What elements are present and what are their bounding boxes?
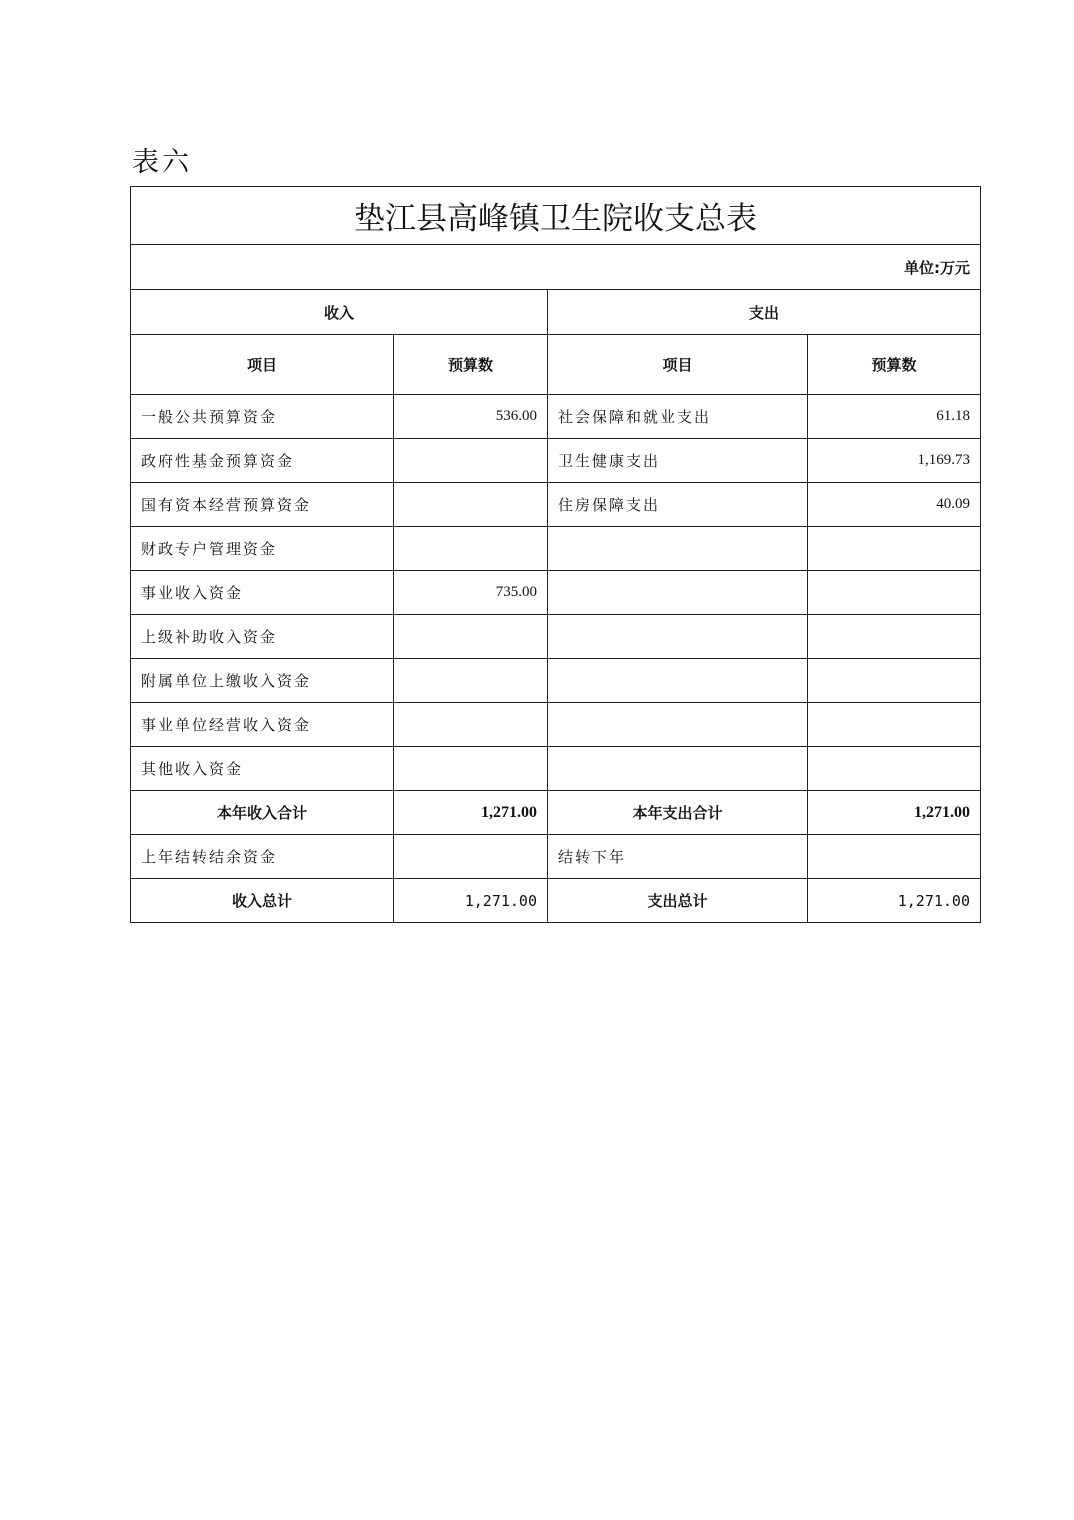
title-row [131, 187, 981, 245]
expense-value-cell [808, 615, 981, 659]
income-value-cell [394, 703, 548, 747]
expense-section-header: 支出 [548, 290, 981, 335]
subtotal-row [131, 791, 981, 835]
expense-item-cell [548, 571, 808, 615]
income-value-cell [394, 527, 548, 571]
income-value-cell [394, 615, 548, 659]
expense-value-cell: 61.18 [808, 395, 981, 439]
document-label: 表六 [132, 147, 192, 178]
expense-budget-header: 预算数 [808, 335, 981, 395]
income-carryover-value [394, 835, 548, 879]
expense-total-label: 支出总计 [548, 879, 808, 923]
summary-rows [131, 791, 981, 923]
income-value-cell [394, 439, 548, 483]
expense-subtotal-value: 1,271.00 [808, 791, 981, 835]
table-body [131, 187, 981, 395]
income-subtotal-label: 本年收入合计 [131, 791, 394, 835]
table-row [131, 439, 981, 483]
table-row [131, 395, 981, 439]
income-value-cell: 536.00 [394, 395, 548, 439]
income-value-cell: 735.00 [394, 571, 548, 615]
expense-item-cell [548, 615, 808, 659]
expense-carryover-value [808, 835, 981, 879]
section-header-row [131, 290, 981, 335]
expense-item-cell [548, 703, 808, 747]
expense-value-cell: 1,169.73 [808, 439, 981, 483]
income-budget-header: 预算数 [394, 335, 548, 395]
income-subtotal-value: 1,271.00 [394, 791, 548, 835]
income-total-label: 收入总计 [131, 879, 394, 923]
table-row [131, 527, 981, 571]
total-row [131, 879, 981, 923]
table-row [131, 483, 981, 527]
expense-item-cell [548, 747, 808, 791]
expense-total-value: 1,271.00 [808, 879, 981, 923]
expense-item-cell: 卫生健康支出 [548, 439, 808, 483]
income-value-cell [394, 483, 548, 527]
income-carryover-label: 上年结转结余资金 [131, 835, 394, 879]
table-row [131, 703, 981, 747]
income-item-cell: 事业单位经营收入资金 [131, 703, 394, 747]
expense-value-cell [808, 747, 981, 791]
column-header-row [131, 335, 981, 395]
expense-value-cell: 40.09 [808, 483, 981, 527]
income-item-header: 项目 [131, 335, 394, 395]
table-row [131, 659, 981, 703]
carryover-row [131, 835, 981, 879]
income-item-cell: 附属单位上缴收入资金 [131, 659, 394, 703]
unit-row [131, 245, 981, 290]
income-value-cell [394, 747, 548, 791]
expense-item-cell: 社会保障和就业支出 [548, 395, 808, 439]
income-item-cell: 事业收入资金 [131, 571, 394, 615]
income-item-cell: 政府性基金预算资金 [131, 439, 394, 483]
table-row [131, 615, 981, 659]
income-item-cell: 上级补助收入资金 [131, 615, 394, 659]
expense-value-cell [808, 659, 981, 703]
income-item-cell: 一般公共预算资金 [131, 395, 394, 439]
table-row [131, 571, 981, 615]
income-expense-table [130, 186, 981, 923]
unit-label: 单位:万元 [131, 245, 981, 290]
table-row [131, 747, 981, 791]
income-total-value: 1,271.00 [394, 879, 548, 923]
expense-item-header: 项目 [548, 335, 808, 395]
expense-item-cell [548, 527, 808, 571]
expense-item-cell [548, 659, 808, 703]
expense-value-cell [808, 571, 981, 615]
income-value-cell [394, 659, 548, 703]
expense-subtotal-label: 本年支出合计 [548, 791, 808, 835]
data-rows [131, 395, 981, 791]
income-item-cell: 其他收入资金 [131, 747, 394, 791]
expense-carryover-label: 结转下年 [548, 835, 808, 879]
income-item-cell: 财政专户管理资金 [131, 527, 394, 571]
expense-item-cell: 住房保障支出 [548, 483, 808, 527]
income-item-cell: 国有资本经营预算资金 [131, 483, 394, 527]
expense-value-cell [808, 527, 981, 571]
income-section-header: 收入 [131, 290, 548, 335]
expense-value-cell [808, 703, 981, 747]
table-title: 垫江县高峰镇卫生院收支总表 [131, 187, 981, 245]
